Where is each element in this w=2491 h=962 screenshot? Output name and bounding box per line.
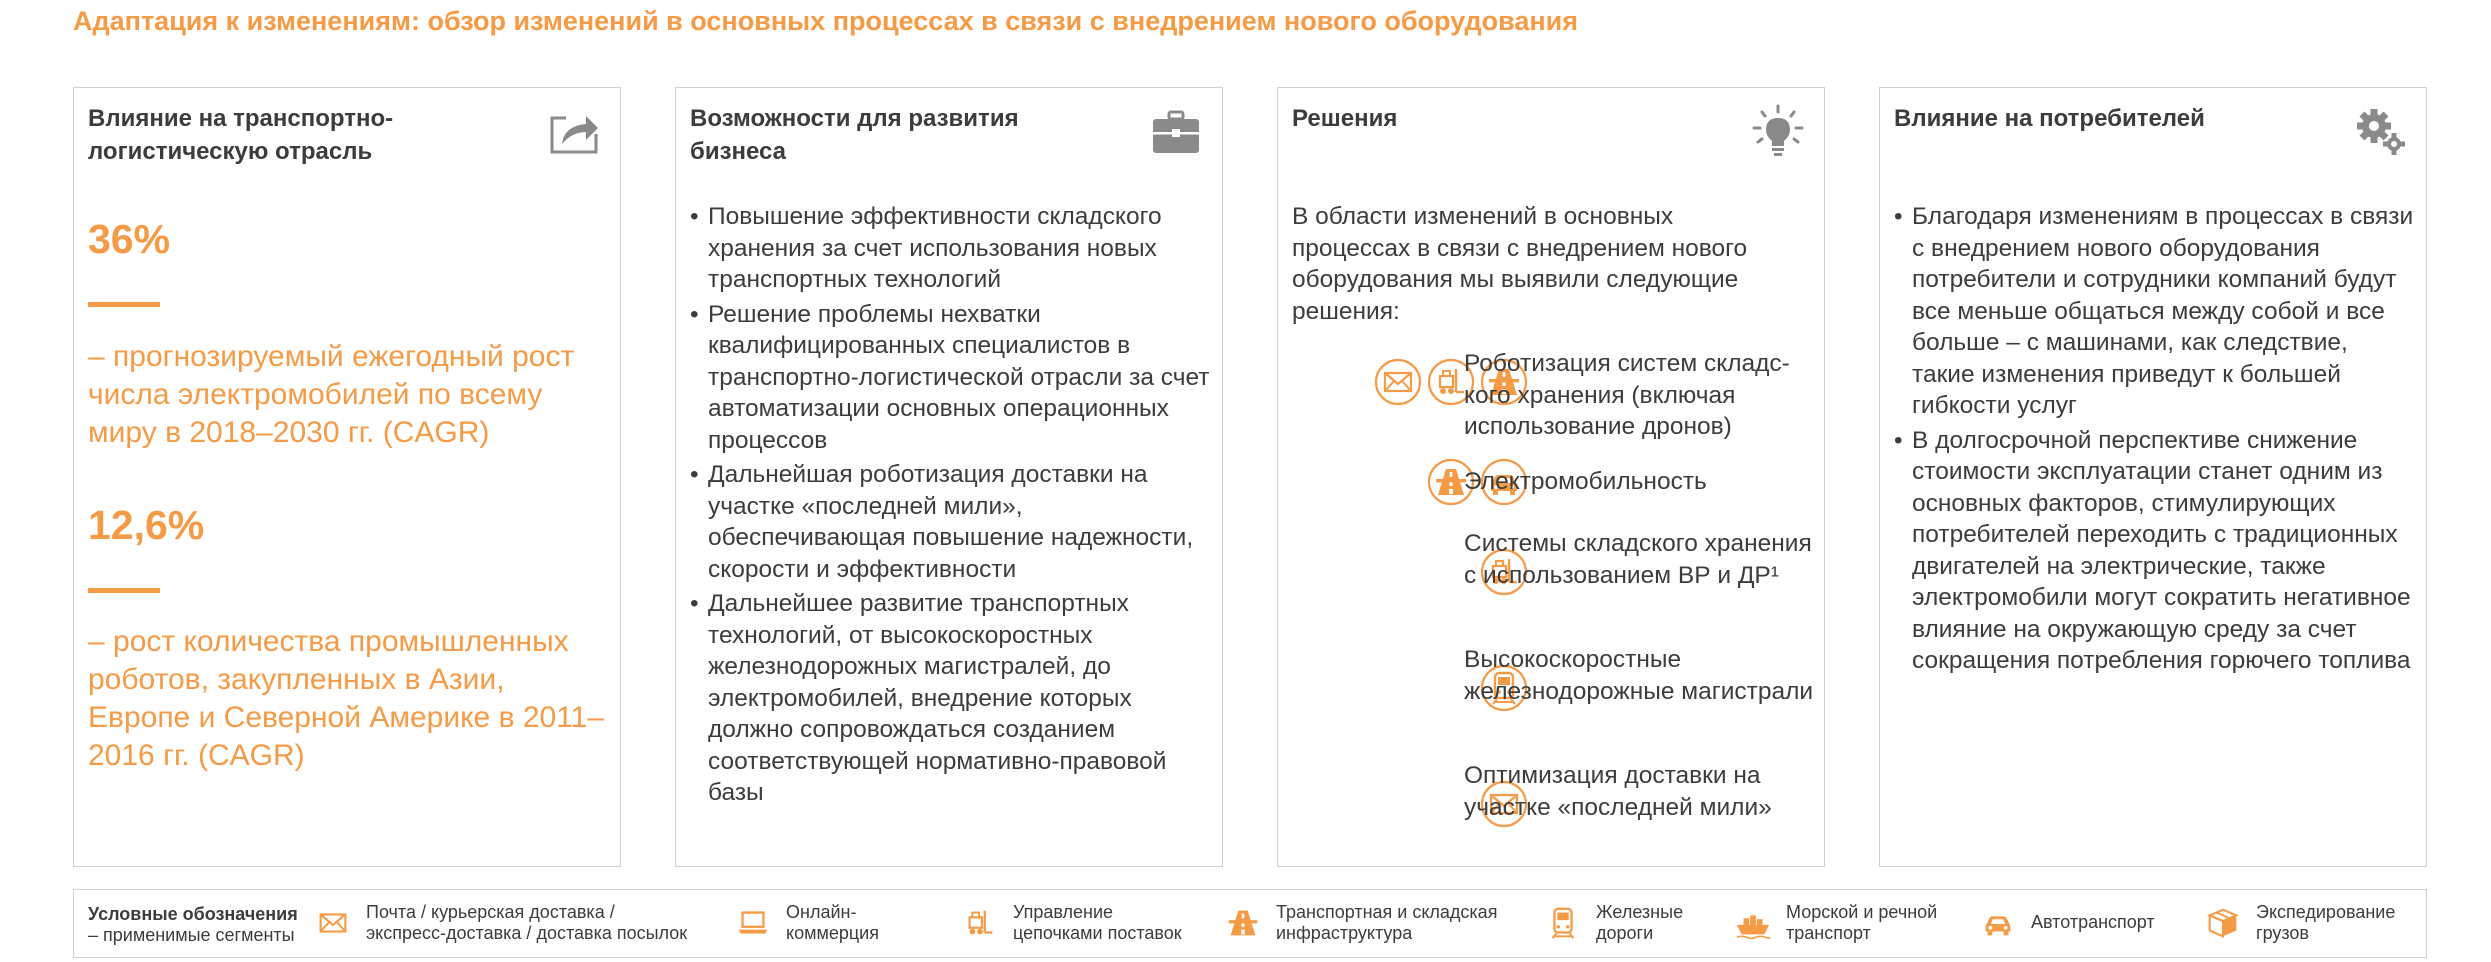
solution-text: Оптимизация доставки на участке «последней мили» xyxy=(1464,762,1772,821)
panel-heading: Решения xyxy=(1292,105,1398,132)
legend-item-text: Железные дороги xyxy=(1596,902,1684,943)
legend-label xyxy=(88,904,298,946)
bullet-list xyxy=(1894,201,2414,680)
bullet-list xyxy=(690,201,1210,812)
legend-item-text: Управление цепочками поставок xyxy=(1013,902,1182,943)
panel-solutions xyxy=(1277,87,1825,867)
legend-item-text: Морской и речной транспорт xyxy=(1786,902,1938,943)
envelope-icon xyxy=(1374,358,1422,406)
stat-description: – прогнозируемый ежегодный рост числа электромобилей по всему миру в 2018–2030 гг. (CAGR) xyxy=(88,340,575,449)
legend-item-text: Транспортная и складская инфраструктура xyxy=(1276,902,1498,943)
panel-consumer-impact xyxy=(1879,87,2427,867)
panel-heading: Влияние на потребителей xyxy=(1894,105,2205,132)
forklift-icon xyxy=(961,904,999,942)
car-icon xyxy=(1979,904,2017,942)
legend-item-text: Экспедирование грузов xyxy=(2256,902,2396,943)
list-item: • Дальнейшее развитие транспортных технологий, от высокоскоростных железнодорожных магистралей, до электромобилей, внедрение которых должно сопровождаться созданием соответствующей нормативно-правовой базы xyxy=(690,588,1210,809)
road-icon xyxy=(1224,904,1262,942)
list-item: • Повышение эффективности складского хранения за счет использования новых транспортных технологий xyxy=(690,201,1210,296)
stat-value: 12,6% xyxy=(88,502,205,548)
stat-underline xyxy=(88,588,160,593)
briefcase-icon xyxy=(1148,104,1204,160)
panel-transport-impact xyxy=(73,87,621,867)
box-icon xyxy=(2204,904,2242,942)
gears-icon xyxy=(2352,104,2408,160)
legend-label-rest: – применимые сегменты xyxy=(88,925,295,945)
list-item: • Дальнейшая роботизация доставки на участке «последней мили», обеспечивающая повышение надежности, скорости и эффективности xyxy=(690,459,1210,585)
solutions-intro: В области изменений в основных процессах в связи с внедрением нового оборудования мы выявили следующие решения: xyxy=(1292,203,1748,325)
page-title: Адаптация к изменениям: обзор изменений в основных процессах в связи с внедрением нового оборудования xyxy=(73,6,1579,36)
envelope-icon xyxy=(314,904,352,942)
stat-underline xyxy=(88,302,160,307)
legend-item-text: Автотранспорт xyxy=(2031,912,2155,932)
panel-business-opportunities xyxy=(675,87,1223,867)
solution-text: Электромобильность xyxy=(1464,468,1707,495)
stat-description: – рост количества промышленных роботов, закупленных в Азии, Европе и Северной Америке в 2011–2016 гг. (CAGR) xyxy=(88,625,605,772)
solution-text: Роботизация систем складс-кого хранения (включая использование дронов) xyxy=(1464,350,1790,440)
train-icon xyxy=(1544,904,1582,942)
solution-text: Системы складского хранения с использованием ВР и ДР¹ xyxy=(1464,530,1812,589)
list-item: • Благодаря изменениям в процессах в связи с внедрением нового оборудования потребители и сотрудники компаний будут все меньше общаться между собой и все больше – с машинами, как следствие, такие изменения приведут к большей гибкости услуг xyxy=(1894,201,2414,422)
export-icon xyxy=(546,104,602,160)
list-item: • Решение проблемы нехватки квалифицированных специалистов в транспортно-логистической отрасли за счет автоматизации основных операционных процессов xyxy=(690,299,1210,457)
lightbulb-icon xyxy=(1750,104,1806,160)
panel-heading: Возможности для развития бизнеса xyxy=(690,105,1019,165)
list-item: • В долгосрочной перспективе снижение стоимости эксплуатации станет одним из основных факторов, стимулирующих потребителей переходить с традиционных двигателей на электрические, также электромобили могут сократить негативное влияние на окружающую среду за счет сокращения потребления горючего топлива xyxy=(1894,425,2414,677)
panel-heading: Влияние на транспортно-логистическую отрасль xyxy=(88,105,394,165)
solution-text: Высокоскоростные железнодорожные магистрали xyxy=(1464,646,1814,705)
legend xyxy=(73,889,2427,958)
ship-icon xyxy=(1734,904,1772,942)
legend-label-bold: Условные обозначения xyxy=(88,904,298,924)
legend-item-text: Почта / курьерская доставка / экспресс-доставка / доставка посылок xyxy=(366,902,688,943)
stat-value: 36% xyxy=(88,216,171,262)
laptop-icon xyxy=(734,904,772,942)
legend-item-text: Онлайн- коммерция xyxy=(786,902,879,943)
